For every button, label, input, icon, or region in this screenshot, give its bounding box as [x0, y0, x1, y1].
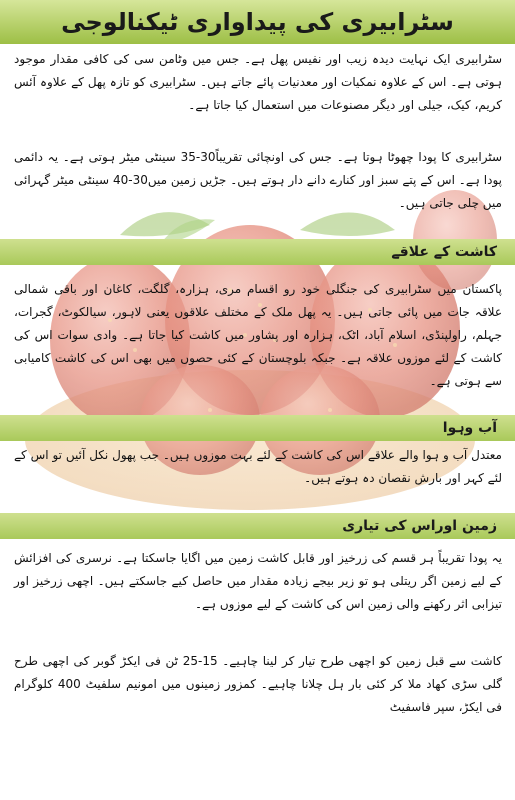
section-title: زمین اوراس کی تیاری	[342, 518, 497, 534]
climate-paragraph: معتدل آب و ہوا والے علاقے اس کی کاشت کے لئے بہت موزوں ہیں۔ جب پھول نکل آئیں تو اس کے لئے کہر اور بارش نقصان دہ ہوتے ہیں۔	[14, 448, 502, 485]
section-heading-cultivation-areas	[0, 239, 515, 265]
soil-paragraph-2: کاشت سے قبل زمین کو اچھی طرح تیار کر لینا چاہیے۔ 15-25 ٹن فی ایکڑ گوبر کی اچھی طرح گلی سڑی کھاد ملا کر کئی بار ہل چلانا چاہیے۔ کمزور زمینوں میں امونیم سلفیٹ 400 کلوگرام فی ایکڑ، سپر فاسفیٹ	[14, 654, 503, 714]
section-heading-soil-preparation	[0, 513, 515, 539]
intro-paragraph-1: سٹرابیری ایک نہایت دیدہ زیب اور نفیس پھل ہے۔ جس میں وٹامن سی کی کافی مقدار موجود ہوتی ہے۔ اس کے علاوہ نمکیات اور معدنیات پائے جاتے ہیں۔ سٹرابیری کو تازہ پھل کے علاوہ آئس کریم، کیک، جیلی اور دیگر مصنوعات میں استعمال کیا جاتا ہے۔	[14, 52, 502, 112]
intro-paragraph-2: سٹرابیری کا پودا چھوٹا ہوتا ہے۔ جس کی اونچائی تقریباً30-35 سینٹی میٹر ہوتی ہے۔ یہ دائمی پودا ہے۔ اس کے پتے سبز اور کنارے دانے دار ہوتے ہیں۔ جڑیں زمین میں30-40 سینٹی میٹر گہرائی میں چلی جاتی ہیں۔	[14, 150, 503, 210]
section-title: کاشت کے علاقے	[391, 244, 497, 260]
section-title: آب وہوا	[442, 420, 497, 436]
cultivation-areas-paragraph: پاکستان میں سٹرابیری کی جنگلی خود رو اقسام مری، ہزارہ، گلگت، کاغان اور باقی شمالی علاقہ جات میں پائی جاتی ہیں۔ یہ پھل ملک کے مختلف علاقوں یعنی لاہور، سیالکوٹ، گجرات، جہلم، راولپنڈی، اسلام آباد، اٹک، ہزارہ اور پشاور میں کاشت کیا جاتا ہے۔ وادی سوات اس کی کاشت کے لئے موزوں علاقہ ہے۔ جبکہ بلوچستان کے کئی حصوں میں بھی اس کی کاشت کامیابی سے ہوتی ہے۔	[14, 282, 502, 388]
section-heading-climate	[0, 415, 515, 441]
title-banner	[0, 0, 515, 44]
soil-paragraph-1: یہ پودا تقریباً ہر قسم کی زرخیز اور قابل کاشت زمین میں اگایا جاسکتا ہے۔ نرسری کی افزائش کے لیے زمین اگر ریتلی ہو تو زیر بیجے زیادہ مقدار میں حاصل کیے جاسکتے ہیں۔ اچھی زرخیز اور تیزابی اثر رکھنے والی زمین اس کی کاشت کے لیے موزوں ہے۔	[14, 551, 502, 611]
page-title: سٹرابیری کی پیداواری ٹیکنالوجی	[61, 8, 454, 36]
